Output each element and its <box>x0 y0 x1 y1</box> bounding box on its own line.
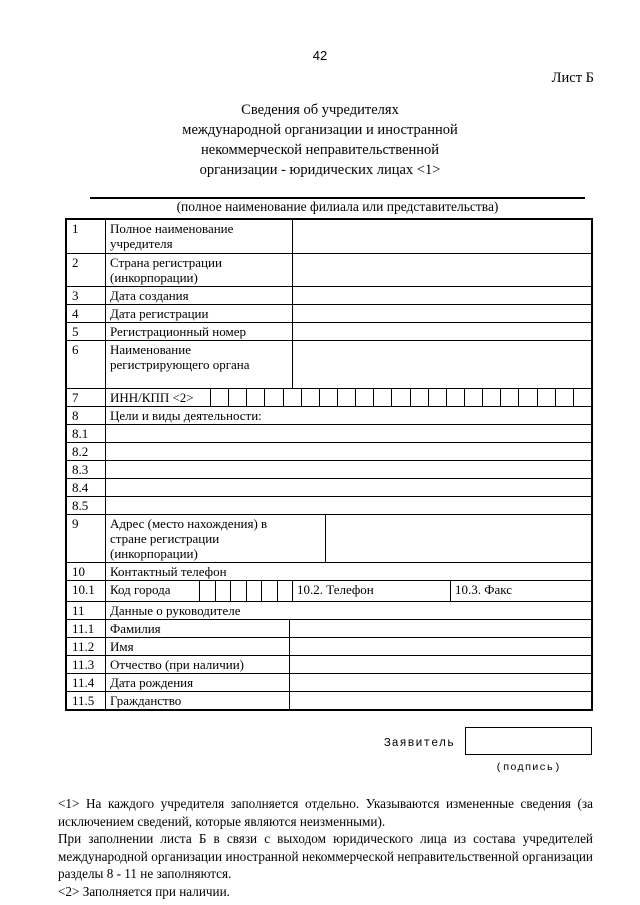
activity-input-cell[interactable] <box>105 479 591 496</box>
table-row <box>67 253 591 286</box>
inn-digit-cell[interactable] <box>301 389 319 406</box>
row-number: 4 <box>72 306 79 321</box>
footnote-3: <2> Заполняется при наличии. <box>58 883 230 899</box>
inn-digit-cell[interactable] <box>355 389 373 406</box>
citizenship-input-cell[interactable] <box>289 692 591 709</box>
inn-digit-cell[interactable] <box>446 389 464 406</box>
activity-input-cell[interactable] <box>105 443 591 460</box>
row-label: Цели и виды деятельности: <box>105 407 591 424</box>
table-row <box>67 601 591 619</box>
inn-digit-cell[interactable] <box>210 389 228 406</box>
surname-input-cell[interactable] <box>289 620 591 637</box>
row-number: 10 <box>72 564 85 579</box>
row-label-text: ИНН/КПП <2> <box>110 390 194 405</box>
inn-digit-cell[interactable] <box>337 389 355 406</box>
inn-digit-cell[interactable] <box>391 389 409 406</box>
row-label: Данные о руководителе <box>105 602 591 619</box>
table-row <box>67 460 591 478</box>
fax-cell[interactable]: 10.3. Факс <box>450 581 591 601</box>
applicant-label: Заявитель <box>383 736 455 750</box>
creation-date-input-cell[interactable] <box>292 287 591 304</box>
inn-digit-cell[interactable] <box>518 389 536 406</box>
row-number: 11.5 <box>72 693 95 708</box>
inn-digit-cell[interactable] <box>537 389 555 406</box>
row-label-text: Страна регистрации (инкорпорации) <box>110 255 222 285</box>
inn-digit-cell[interactable] <box>573 389 591 406</box>
table-row <box>67 637 591 655</box>
row-label <box>105 389 210 406</box>
row-number: 9 <box>72 516 79 531</box>
inn-digit-cell[interactable] <box>264 389 282 406</box>
table-row <box>67 322 591 340</box>
table-row <box>67 673 591 691</box>
row-label <box>105 323 292 340</box>
address-input-cell[interactable] <box>325 515 591 562</box>
activity-input-cell[interactable] <box>105 425 591 442</box>
row-label-text: Дата регистрации <box>110 306 209 321</box>
row-number: 11.2 <box>72 639 95 654</box>
row-number: 3 <box>72 288 79 303</box>
row-label <box>105 220 292 253</box>
row-label-text: Адрес (место нахождения) в стране регистрации (инкорпорации) <box>110 516 268 561</box>
row-number: 10.1 <box>72 582 95 597</box>
full-name-input-cell[interactable] <box>292 220 591 253</box>
row-label: Имя <box>105 638 289 655</box>
row-label-text: Регистрационный номер <box>110 324 246 339</box>
inn-digit-cell[interactable] <box>228 389 246 406</box>
row-number: 1 <box>72 221 79 236</box>
phone-cell[interactable]: 10.2. Телефон <box>292 581 450 601</box>
name-caption: (полное наименование филиала или представительства) <box>176 199 499 214</box>
row-number: 8.5 <box>72 498 89 513</box>
city-code-label: Код города <box>105 581 199 601</box>
city-code-digit-cell[interactable] <box>230 581 246 601</box>
city-code-digit-cell[interactable] <box>277 581 293 601</box>
city-code-digit-cell[interactable] <box>215 581 231 601</box>
page-number: 42 <box>312 48 328 63</box>
row-number: 11 <box>72 603 85 618</box>
row-label: Отчество (при наличии) <box>105 656 289 673</box>
applicant-section <box>0 727 592 755</box>
table-row <box>67 514 591 562</box>
footnotes <box>58 795 593 900</box>
inn-kpp-digit-strip <box>210 389 591 406</box>
form-title-line: организации - юридических лицах <1> <box>199 162 441 178</box>
row-label <box>105 287 292 304</box>
row-number: 7 <box>72 390 79 405</box>
registering-body-input-cell[interactable] <box>292 341 591 388</box>
row-number: 8.4 <box>72 480 89 495</box>
city-code-digit-cell[interactable] <box>199 581 215 601</box>
row-label <box>105 341 292 388</box>
row-label <box>105 515 325 562</box>
table-row <box>67 496 591 514</box>
sheet-label: Лист Б <box>551 70 594 86</box>
table-row <box>67 655 591 673</box>
row-number: 8.3 <box>72 462 89 477</box>
patronymic-input-cell[interactable] <box>289 656 591 673</box>
signature-box[interactable] <box>465 727 592 755</box>
table-row <box>67 478 591 496</box>
row-number: 8.1 <box>72 426 89 441</box>
inn-digit-cell[interactable] <box>246 389 264 406</box>
row-label <box>105 254 292 286</box>
table-row <box>67 286 591 304</box>
inn-digit-cell[interactable] <box>482 389 500 406</box>
form-title <box>0 100 640 180</box>
city-code-digit-cell[interactable] <box>261 581 277 601</box>
row-label-text: Дата создания <box>110 288 189 303</box>
row-label-text: Полное наименование учредителя <box>110 221 234 251</box>
inn-digit-cell[interactable] <box>373 389 391 406</box>
registration-date-input-cell[interactable] <box>292 305 591 322</box>
row-label: Контактный телефон <box>105 563 591 580</box>
row-number: 6 <box>72 342 79 357</box>
table-row <box>67 691 591 709</box>
city-code-digit-strip <box>199 581 292 601</box>
row-number: 11.3 <box>72 657 95 672</box>
table-row <box>67 406 591 424</box>
table-row <box>67 424 591 442</box>
row-label-text: Наименование регистрирующего органа <box>110 342 250 372</box>
row-number: 11.1 <box>72 621 95 636</box>
footnote-1: <1> На каждого учредителя заполняется отдельно. Указываются измененные сведения (за исключением сведений, которые являются неизменными). <box>58 796 593 829</box>
table-row <box>67 304 591 322</box>
footnote-2: При заполнении листа Б в связи с выходом юридического лица из состава учредителей международной организации иностранной некоммерческой неправительственной организации разделы 8 - 11 не заполняются. <box>58 831 593 881</box>
activity-input-cell[interactable] <box>105 461 591 478</box>
table-row-phone <box>67 580 591 601</box>
row-label <box>105 305 292 322</box>
row-number: 8.2 <box>72 444 89 459</box>
birthdate-input-cell[interactable] <box>289 674 591 691</box>
row-number: 5 <box>72 324 79 339</box>
row-label: Гражданство <box>105 692 289 709</box>
inn-digit-cell[interactable] <box>283 389 301 406</box>
table-row-inn-kpp <box>67 388 591 406</box>
form-title-line: международной организации и иностранной <box>182 122 458 138</box>
table-row <box>67 340 591 388</box>
table-row <box>67 442 591 460</box>
activity-input-cell[interactable] <box>105 497 591 514</box>
inn-digit-cell[interactable] <box>428 389 446 406</box>
row-label: Фамилия <box>105 620 289 637</box>
row-number: 2 <box>72 255 79 270</box>
signature-caption: (подпись) <box>495 762 562 774</box>
row-number: 11.4 <box>72 675 95 690</box>
inn-digit-cell[interactable] <box>500 389 518 406</box>
inn-digit-cell[interactable] <box>464 389 482 406</box>
city-code-digit-cell[interactable] <box>246 581 262 601</box>
table-row <box>67 562 591 580</box>
registration-number-input-cell[interactable] <box>292 323 591 340</box>
form-title-line: Сведения об учредителях <box>241 102 399 118</box>
country-input-cell[interactable] <box>292 254 591 286</box>
firstname-input-cell[interactable] <box>289 638 591 655</box>
inn-digit-cell[interactable] <box>319 389 337 406</box>
table-row <box>67 619 591 637</box>
founder-info-table <box>65 218 593 711</box>
row-label: Дата рождения <box>105 674 289 691</box>
inn-digit-cell[interactable] <box>555 389 573 406</box>
inn-digit-cell[interactable] <box>410 389 428 406</box>
form-title-line: некоммерческой неправительственной <box>201 142 439 158</box>
row-number: 8 <box>72 408 79 423</box>
table-row <box>67 220 591 253</box>
